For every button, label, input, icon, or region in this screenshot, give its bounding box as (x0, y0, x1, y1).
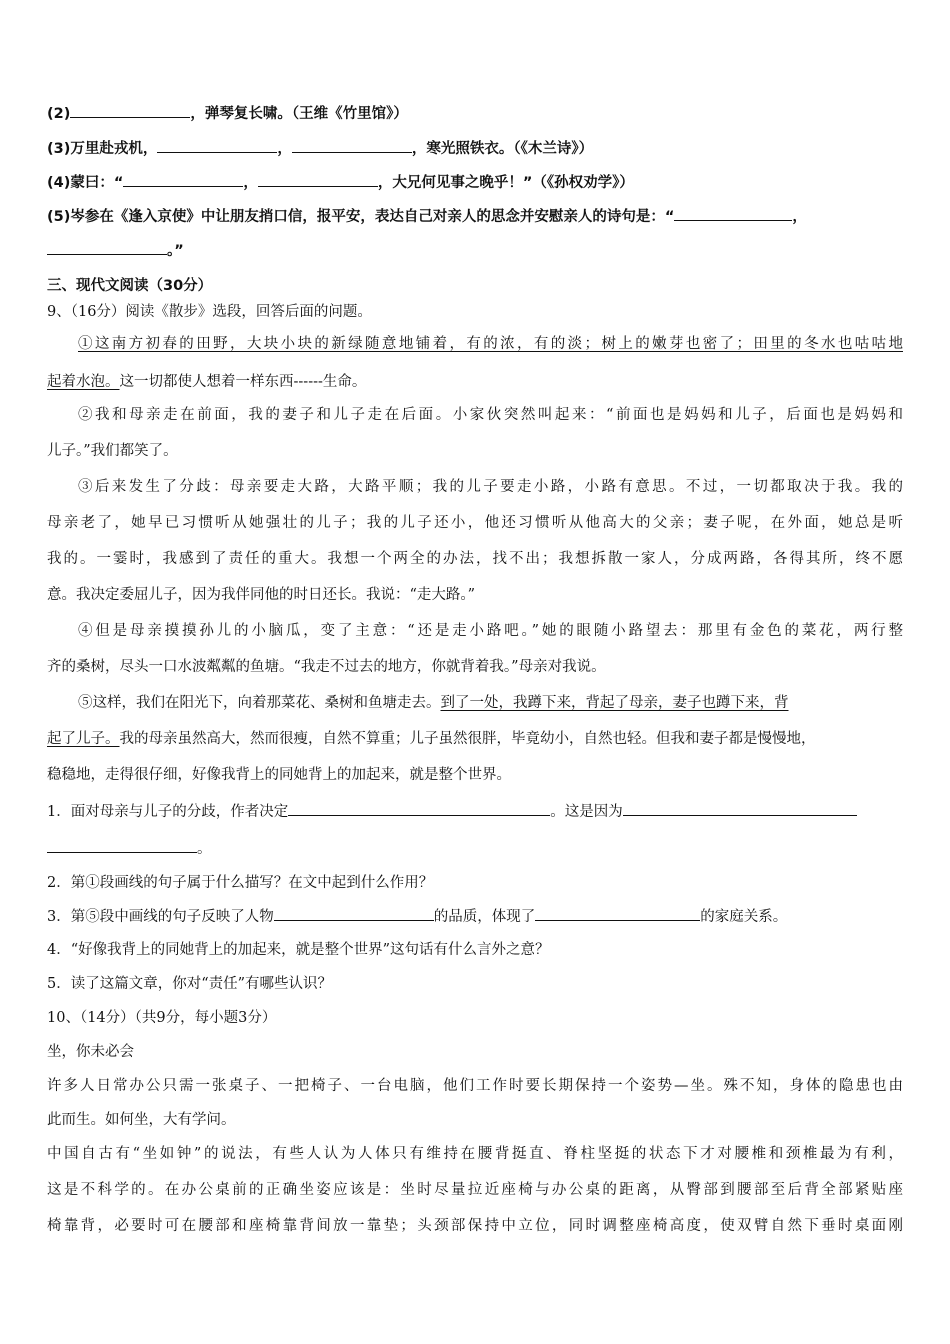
answer-blank[interactable] (123, 172, 243, 187)
article-line: 椅靠背，必要时可在腰部和座椅靠背间放一靠垫；头颈部保持中立位，同时调整座椅高度，使双臂自然下垂时桌面刚 (47, 1218, 903, 1234)
article-line: 许多人日常办公只需一张桌子、一把椅子、一台电脑，他们工作时要长期保持一个姿势—坐。殊不知，身体的隐患也由 (47, 1078, 903, 1094)
underlined-sentence: ①这南方初春的田野，大块小块的新绿随意地铺着，有的浓，有的淡；树上的嫩芽也密了；田里的冬水也咕咕地 (78, 336, 903, 352)
answer-blank[interactable] (288, 801, 550, 816)
passage-line: ④但是母亲摸摸孙儿的小脑瓜，变了主意：“还是走小路吧。”她的眼随小路望去：那里有金色的菜花，两行整 (78, 623, 903, 639)
sub-question-1-cont: 。 (47, 838, 212, 859)
article-line: 此而生。如何坐，大有学问。 (47, 1112, 236, 1128)
passage-line: ②我和母亲走在前面，我的妻子和儿子走在后面。小家伙突然叫起来：“前面也是妈妈和儿子，后面也是妈妈和 (78, 407, 903, 423)
passage-line: 稳稳地，走得很仔细，好像我背上的同她背上的加起来，就是整个世界。 (47, 767, 511, 783)
question-5-line-2: 。” (47, 240, 184, 261)
question-5-line-1: (5)岑参在《逢入京使》中让朋友捎口信，报平安，表达自己对亲人的思念并安慰亲人的诗句是：“ ， (47, 206, 807, 227)
article-title: 坐，你未必会 (47, 1044, 134, 1060)
passage-line: 齐的桑树，尽头一口水波粼粼的鱼塘。“我走不过去的地方，你就背着我。”母亲对我说。 (47, 659, 606, 675)
article-line: 这是不科学的。在办公桌前的正确坐姿应该是：坐时尽量拉近座椅与办公桌的距离，从臀部到腰部至后背全部紧贴座 (47, 1182, 903, 1198)
passage-line: 母亲老了，她早已习惯听从她强壮的儿子；我的儿子还小，他还习惯听从他高大的父亲；妻子呢，在外面，她总是听 (47, 515, 903, 531)
underlined-sentence: 到了一处，我蹲下来，背起了母亲，妻子也蹲下来，背 (440, 695, 789, 711)
question-2-line: (2) ，弹琴复长啸。（王维《竹里馆》） (47, 103, 408, 124)
question-4-line: (4)蒙曰：“ ， ，大兄何见事之晚乎！”（《孙权劝学》） (47, 172, 634, 193)
sub-question-5: 5．读了这篇文章，你对“责任”有哪些认识？ (47, 976, 333, 992)
sub-question-1: 1．面对母亲与儿子的分歧，作者决定 。这是因为 (47, 801, 857, 822)
passage-line: 我的。一霎时，我感到了责任的重大。我想一个两全的办法，找不出；我想拆散一家人，分成两路，各得其所，终不愿 (47, 551, 903, 567)
answer-blank[interactable] (157, 138, 277, 153)
answer-blank[interactable] (258, 172, 378, 187)
passage-line: 起了儿子。我的母亲虽然高大，然而很瘦，自然不算重；儿子虽然很胖，毕竟幼小，自然也轻。但我和妻子都是慢慢地， (47, 731, 816, 747)
underlined-sentence: 起了儿子。 (47, 731, 120, 747)
answer-blank[interactable] (674, 206, 792, 221)
passage-line: ③后来发生了分歧：母亲要走大路，大路平顺；我的儿子要走小路，小路有意思。不过，一切都取决于我。我的 (78, 479, 903, 495)
passage-line: 起着水泡。这一切都使人想着一样东西------生命。 (47, 374, 367, 390)
sub-question-2: 2．第①段画线的句子属于什么描写？在文中起到什么作用？ (47, 875, 434, 891)
sub-question-4: 4．“好像我背上的同她背上的加起来，就是整个世界”这句话有什么言外之意？ (47, 942, 550, 958)
sub-question-3: 3．第⑤段中画线的句子反映了人物 的品质，体现了 的家庭关系。 (47, 906, 787, 927)
answer-blank[interactable] (47, 240, 167, 255)
article-line: 中国自古有“坐如钟”的说法，有些人认为人体只有维持在腰背挺直、脊柱坚挺的状态下才对腰椎和颈椎最为有利， (47, 1146, 903, 1162)
answer-blank[interactable] (623, 801, 857, 816)
question-3-line: (3)万里赴戎机， ， ，寒光照铁衣。（《木兰诗》） (47, 138, 593, 159)
question-10-intro: 10、（14分）（共9分，每小题3分） (47, 1010, 277, 1026)
answer-blank[interactable] (292, 138, 412, 153)
section-heading: 三、现代文阅读（30分） (47, 278, 213, 294)
passage-line: ⑤这样，我们在阳光下，向着那菜花、桑树和鱼塘走去。到了一处，我蹲下来，背起了母亲，妻子也蹲下来，背 (78, 695, 789, 711)
answer-blank[interactable] (274, 906, 434, 921)
answer-blank[interactable] (47, 838, 197, 853)
passage-line: 意。我决定委屈儿子，因为我伴同他的时日还长。我说：“走大路。” (47, 587, 476, 603)
answer-blank[interactable] (70, 103, 190, 118)
answer-blank[interactable] (535, 906, 700, 921)
passage-line (78, 334, 903, 354)
question-9-intro: 9、（16分）阅读《散步》选段，回答后面的问题。 (47, 304, 372, 320)
underlined-sentence: 起着水泡。 (47, 374, 120, 390)
passage-line: 儿子。”我们都笑了。 (47, 443, 178, 459)
